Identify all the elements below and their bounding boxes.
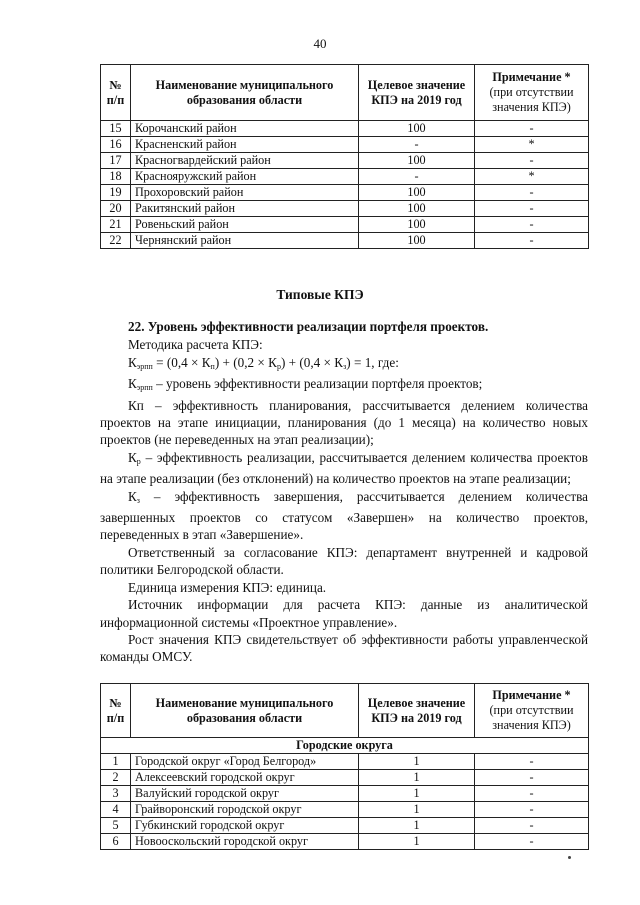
col-header-note-title: Примечание * bbox=[492, 688, 571, 702]
col-header-target: Целевое значение КПЭ на 2019 год bbox=[359, 65, 475, 121]
col-header-num: № п/п bbox=[101, 684, 131, 738]
row-name: Губкинский городской округ bbox=[131, 818, 359, 834]
row-note: - bbox=[475, 834, 589, 850]
row-num: 5 bbox=[101, 818, 131, 834]
row-target: 100 bbox=[359, 153, 475, 169]
row-name: Корочанский район bbox=[131, 121, 359, 137]
table-row bbox=[101, 169, 589, 185]
page-number: 40 bbox=[313, 36, 327, 51]
row-num: 18 bbox=[101, 169, 131, 185]
row-name: Ракитянский район bbox=[131, 201, 359, 217]
def-text: – уровень эффективности реализации портфеля проектов; bbox=[152, 376, 483, 392]
row-note: - bbox=[475, 754, 589, 770]
row-num: 22 bbox=[101, 233, 131, 249]
table-row bbox=[101, 802, 589, 818]
kr-sub: р bbox=[136, 456, 141, 466]
def-k: К bbox=[128, 376, 137, 392]
definition-kr bbox=[100, 449, 588, 488]
table-row bbox=[101, 153, 589, 169]
kpi-item-title: 22. Уровень эффективности реализации портфеля проектов. bbox=[128, 319, 489, 334]
table-row bbox=[101, 137, 589, 153]
table-row bbox=[101, 121, 589, 137]
table-row bbox=[101, 818, 589, 834]
unit-text: Единица измерения КПЭ: единица. bbox=[128, 579, 327, 595]
row-name: Чернянский район bbox=[131, 233, 359, 249]
row-name: Новооскольский городской округ bbox=[131, 834, 359, 850]
formula-part2: ) + (0,2 × К bbox=[214, 354, 277, 370]
row-target: 1 bbox=[359, 834, 475, 850]
kz-k: К bbox=[128, 488, 137, 504]
col-header-name: Наименование муниципального образования области bbox=[131, 65, 359, 121]
row-name: Прохоровский район bbox=[131, 185, 359, 201]
row-name: Алексеевский городской округ bbox=[131, 770, 359, 786]
col-header-note bbox=[475, 65, 589, 121]
formula-part3: ) + (0,4 × К bbox=[280, 354, 344, 370]
row-name: Городской округ «Город Белгород» bbox=[131, 754, 359, 770]
kpi-table-districts bbox=[100, 64, 589, 249]
row-num: 15 bbox=[101, 121, 131, 137]
def-k-sub: эрпп bbox=[136, 383, 153, 393]
row-note: - bbox=[475, 121, 589, 137]
row-note: - bbox=[475, 233, 589, 249]
row-target: 1 bbox=[359, 818, 475, 834]
table-row bbox=[101, 786, 589, 802]
row-name: Грайворонский городской округ bbox=[131, 802, 359, 818]
row-note: - bbox=[475, 802, 589, 818]
responsible-text: Ответственный за согласование КПЭ: департамент внутренней и кадровой политики Белгородской области. bbox=[100, 544, 588, 578]
table-row bbox=[101, 834, 589, 850]
col-header-note-title: Примечание * bbox=[492, 70, 571, 84]
row-target: - bbox=[359, 137, 475, 153]
table-row bbox=[101, 233, 589, 249]
group-row bbox=[101, 738, 589, 754]
kr-text: – эффективность реализации, рассчитывается делением количества проектов на этапе реализации (без отклонений) на количество проектов на этапе реализации; bbox=[100, 449, 588, 487]
table-row bbox=[101, 754, 589, 770]
row-target: 100 bbox=[359, 121, 475, 137]
row-target: - bbox=[359, 169, 475, 185]
row-target: 1 bbox=[359, 754, 475, 770]
definition-kz bbox=[100, 488, 588, 544]
row-note: - bbox=[475, 185, 589, 201]
method-label: Методика расчета КПЭ: bbox=[128, 337, 263, 353]
row-num: 6 bbox=[101, 834, 131, 850]
table-row bbox=[101, 185, 589, 201]
row-note: * bbox=[475, 137, 589, 153]
growth-text: Рост значения КПЭ свидетельствует об эффективности работы управленческой команды ОМСУ. bbox=[100, 631, 588, 665]
table-row bbox=[101, 770, 589, 786]
formula-sub1: п bbox=[210, 361, 215, 371]
row-num: 20 bbox=[101, 201, 131, 217]
row-num: 21 bbox=[101, 217, 131, 233]
row-target: 100 bbox=[359, 185, 475, 201]
row-name: Красногвардейский район bbox=[131, 153, 359, 169]
row-note: - bbox=[475, 818, 589, 834]
formula-sub3: з bbox=[343, 361, 347, 371]
row-target: 100 bbox=[359, 201, 475, 217]
table-header-row bbox=[101, 684, 589, 738]
col-header-name: Наименование муниципального образования области bbox=[131, 684, 359, 738]
formula-lhs: К bbox=[128, 354, 137, 370]
row-note: - bbox=[475, 201, 589, 217]
row-num: 3 bbox=[101, 786, 131, 802]
row-name: Краснояружский район bbox=[131, 169, 359, 185]
row-target: 100 bbox=[359, 233, 475, 249]
row-target: 1 bbox=[359, 786, 475, 802]
row-num: 4 bbox=[101, 802, 131, 818]
definition-kp: Кп – эффективность планирования, рассчитывается делением количества проектов на этапе инициации, планирования (до 1 месяца) на количество новых проектов (не переведенных на этап реализации); bbox=[100, 397, 588, 448]
row-name: Валуйский городской округ bbox=[131, 786, 359, 802]
source-text: Источник информации для расчета КПЭ: данные из аналитической информационной системы «Проектное управление». bbox=[100, 597, 588, 630]
kpi-table-city-districts bbox=[100, 683, 589, 850]
table-header-row bbox=[101, 65, 589, 121]
definition-kerpp bbox=[100, 375, 588, 396]
formula-part4: ) = 1, где: bbox=[346, 354, 399, 370]
row-num: 17 bbox=[101, 153, 131, 169]
row-name: Красненский район bbox=[131, 137, 359, 153]
row-note: - bbox=[475, 153, 589, 169]
row-note: - bbox=[475, 786, 589, 802]
col-header-note-sub: (при отсутствии значения КПЭ) bbox=[489, 703, 574, 732]
formula bbox=[100, 354, 588, 375]
col-header-target: Целевое значение КПЭ на 2019 год bbox=[359, 684, 475, 738]
group-label: Городские округа bbox=[101, 738, 589, 754]
row-target: 1 bbox=[359, 802, 475, 818]
section-title: Типовые КПЭ bbox=[276, 287, 364, 302]
formula-lhs-sub: эрпп bbox=[136, 361, 153, 371]
row-num: 19 bbox=[101, 185, 131, 201]
table-row bbox=[101, 217, 589, 233]
row-num: 2 bbox=[101, 770, 131, 786]
table-row bbox=[101, 201, 589, 217]
col-header-note-sub: (при отсутствии значения КПЭ) bbox=[489, 85, 574, 114]
kz-text: – эффективность завершения, рассчитывается делением количества завершенных проектов со статусом «Завершен» на количество проектов, переведенных в этап «Завершение». bbox=[100, 488, 588, 543]
row-note: - bbox=[475, 770, 589, 786]
row-note: * bbox=[475, 169, 589, 185]
formula-part1: = (0,4 × К bbox=[152, 354, 211, 370]
col-header-note bbox=[475, 684, 589, 738]
row-target: 100 bbox=[359, 217, 475, 233]
row-note: - bbox=[475, 217, 589, 233]
row-num: 1 bbox=[101, 754, 131, 770]
formula-sub2: р bbox=[276, 361, 281, 371]
kz-sub: з bbox=[136, 495, 140, 505]
kpi-description bbox=[100, 318, 588, 666]
kr-k: К bbox=[128, 449, 137, 465]
row-target: 1 bbox=[359, 770, 475, 786]
col-header-num: № п/п bbox=[101, 65, 131, 121]
row-name: Ровеньский район bbox=[131, 217, 359, 233]
row-num: 16 bbox=[101, 137, 131, 153]
scan-dot bbox=[568, 856, 571, 859]
